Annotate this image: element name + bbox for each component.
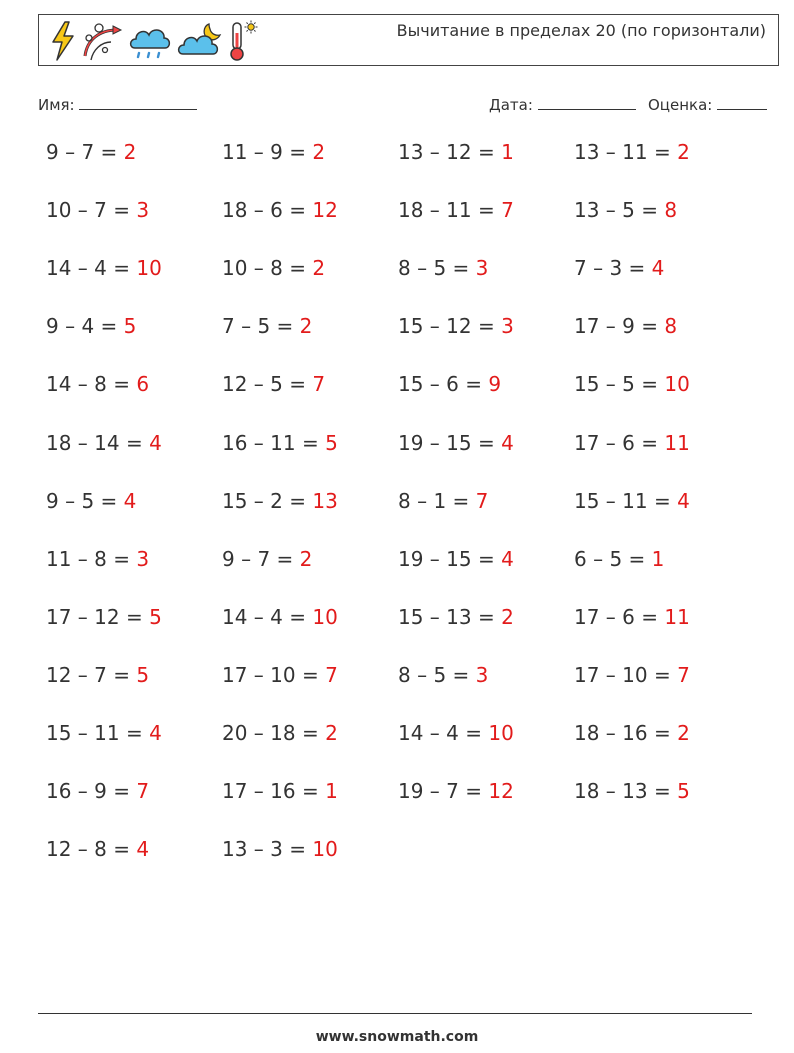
problem-answer: 4: [651, 256, 665, 281]
problem-item: [46, 779, 149, 803]
problem-expression: 17 – 6 =: [574, 430, 665, 455]
problem-item: [46, 663, 149, 687]
problem-item: [46, 605, 162, 629]
problem-expression: 14 – 4 =: [46, 256, 137, 281]
problem-answer: 10: [664, 372, 690, 397]
problem-answer: 10: [488, 721, 514, 745]
problem-answer: 2: [325, 721, 338, 745]
problem-item: [222, 431, 338, 455]
problem-expression: 15 – 6 =: [398, 372, 489, 397]
problem-answer: 3: [501, 314, 514, 339]
problem-answer: 11: [664, 604, 690, 629]
date-line[interactable]: [538, 95, 636, 110]
problem-answer: 2: [312, 140, 326, 164]
problem-item: [574, 547, 664, 571]
problem-expression: 17 – 16 =: [222, 779, 326, 804]
problem-item: [222, 372, 325, 396]
problem-expression: 15 – 12 =: [398, 314, 502, 339]
rain-cloud-icon: [127, 20, 173, 62]
problem-expression: 10 – 7 =: [46, 198, 137, 223]
worksheet-header: [38, 14, 779, 66]
problem-expression: 11 – 8 =: [46, 546, 137, 571]
problem-item: [46, 431, 162, 455]
problem-expression: 15 – 11 =: [46, 721, 150, 745]
problem-answer: 13: [312, 488, 338, 513]
problem-expression: 15 – 13 =: [398, 604, 502, 629]
problem-item: [46, 489, 136, 513]
problem-expression: 6 – 5 =: [574, 546, 652, 571]
cloud-moon-icon: [175, 20, 223, 62]
name-field: [38, 95, 197, 114]
problem-answer: 2: [677, 140, 690, 164]
problem-expression: 15 – 5 =: [574, 372, 665, 397]
problem-expression: 14 – 4 =: [222, 604, 313, 629]
problem-answer: 5: [123, 314, 137, 339]
problem-item: [46, 140, 136, 164]
problem-answer: 4: [149, 721, 162, 745]
problem-expression: 17 – 12 =: [46, 604, 150, 629]
problem-answer: 9: [488, 372, 502, 397]
problem-expression: 13 – 11 =: [574, 140, 678, 164]
problem-expression: 8 – 1 =: [398, 488, 476, 513]
problem-answer: 3: [136, 198, 150, 223]
problem-expression: 17 – 10 =: [574, 662, 678, 687]
problem-answer: 12: [312, 198, 338, 223]
problem-item: [222, 314, 312, 338]
wind-icon: [81, 20, 125, 62]
problem-answer: 2: [299, 546, 313, 571]
problem-answer: 4: [501, 546, 514, 571]
problem-expression: 9 – 7 =: [46, 140, 124, 164]
problem-expression: 8 – 5 =: [398, 662, 476, 687]
footer-divider: [38, 1013, 752, 1014]
grade-label: Оценка:: [648, 96, 713, 114]
problem-item: [46, 198, 149, 222]
problem-item: [574, 721, 690, 745]
problem-item: [46, 256, 162, 280]
problem-item: [46, 837, 149, 861]
problem-expression: 13 – 5 =: [574, 198, 665, 223]
problem-item: [222, 140, 325, 164]
problem-answer: 1: [501, 140, 514, 164]
problem-expression: 14 – 8 =: [46, 372, 137, 397]
problem-expression: 7 – 3 =: [574, 256, 652, 281]
problem-item: [574, 489, 690, 513]
grade-line[interactable]: [717, 95, 767, 110]
header-icons: [47, 19, 259, 63]
problem-item: [398, 779, 514, 803]
worksheet-title: Вычитание в пределах 20 (по горизонтали): [396, 21, 766, 40]
problem-expression: 18 – 14 =: [46, 430, 150, 455]
problem-answer: 10: [312, 604, 338, 629]
problem-expression: 19 – 7 =: [398, 779, 489, 804]
problem-expression: 19 – 15 =: [398, 546, 502, 571]
problem-answer: 7: [475, 488, 489, 513]
problem-item: [222, 547, 312, 571]
problem-expression: 11 – 9 =: [222, 140, 313, 164]
footer-url: www.snowmath.com: [315, 1029, 479, 1045]
problem-answer: 6: [136, 372, 150, 397]
problem-item: [398, 547, 514, 571]
problem-expression: 12 – 7 =: [46, 662, 137, 687]
problem-answer: 2: [299, 314, 313, 339]
problem-expression: 9 – 4 =: [46, 314, 124, 339]
problem-item: [574, 314, 677, 338]
date-field: [489, 95, 636, 114]
problem-expression: 17 – 6 =: [574, 604, 665, 629]
problem-item: [398, 721, 514, 745]
problem-answer: 3: [475, 662, 489, 687]
problem-answer: 1: [651, 546, 665, 571]
problem-item: [222, 779, 338, 803]
problem-answer: 8: [664, 198, 678, 223]
problem-item: [46, 314, 136, 338]
problem-item: [222, 198, 338, 222]
problem-answer: 10: [136, 256, 162, 281]
problem-item: [46, 547, 149, 571]
problem-item: [222, 663, 338, 687]
problem-item: [46, 372, 149, 396]
problem-expression: 19 – 15 =: [398, 430, 502, 455]
problem-expression: 8 – 5 =: [398, 256, 476, 281]
problem-expression: 15 – 2 =: [222, 488, 313, 513]
problem-answer: 7: [325, 662, 338, 687]
problem-answer: 5: [136, 662, 150, 687]
problem-item: [398, 605, 514, 629]
problem-item: [222, 721, 338, 745]
problem-expression: 7 – 5 =: [222, 314, 300, 339]
problem-item: [222, 489, 338, 513]
problem-expression: 10 – 8 =: [222, 256, 313, 281]
problem-answer: 8: [664, 314, 678, 339]
problem-item: [398, 431, 514, 455]
problem-expression: 15 – 11 =: [574, 488, 678, 513]
problem-expression: 12 – 8 =: [46, 837, 137, 862]
lightning-icon: [47, 20, 79, 62]
problem-item: [574, 256, 664, 280]
problem-expression: 14 – 4 =: [398, 721, 489, 745]
problem-item: [222, 605, 338, 629]
problem-item: [398, 314, 514, 338]
problem-answer: 4: [123, 488, 137, 513]
problem-expression: 13 – 3 =: [222, 837, 313, 862]
problem-answer: 11: [664, 430, 690, 455]
problem-item: [398, 198, 514, 222]
problem-answer: 5: [149, 604, 162, 629]
problem-answer: 12: [488, 779, 514, 804]
problem-item: [398, 372, 501, 396]
problem-item: [574, 605, 690, 629]
problem-expression: 18 – 11 =: [398, 198, 502, 223]
problem-expression: 9 – 5 =: [46, 488, 124, 513]
problem-answer: 2: [501, 604, 514, 629]
problem-item: [222, 256, 325, 280]
name-line[interactable]: [79, 95, 197, 110]
problem-expression: 13 – 12 =: [398, 140, 502, 164]
problem-expression: 18 – 13 =: [574, 779, 678, 804]
problem-item: [46, 721, 162, 745]
problem-expression: 17 – 9 =: [574, 314, 665, 339]
problem-expression: 20 – 18 =: [222, 721, 326, 745]
grade-field: [648, 95, 767, 114]
problem-item: [398, 489, 488, 513]
problem-answer: 7: [677, 662, 690, 687]
thermometer-icon: [225, 19, 259, 63]
problem-answer: 2: [123, 140, 137, 164]
problem-answer: 2: [677, 721, 690, 745]
problem-item: [574, 198, 677, 222]
problem-item: [398, 140, 514, 164]
problem-answer: 7: [312, 372, 326, 397]
problem-answer: 10: [312, 837, 338, 862]
problem-expression: 17 – 10 =: [222, 662, 326, 687]
problem-expression: 18 – 16 =: [574, 721, 678, 745]
problem-item: [574, 779, 690, 803]
problem-item: [222, 837, 338, 861]
problem-item: [574, 431, 690, 455]
problem-expression: 16 – 11 =: [222, 430, 326, 455]
problem-expression: 16 – 9 =: [46, 779, 137, 804]
problem-item: [574, 140, 690, 164]
date-label: Дата:: [489, 96, 533, 114]
name-label: Имя:: [38, 96, 75, 114]
problem-answer: 4: [501, 430, 514, 455]
problem-answer: 4: [677, 488, 690, 513]
problem-item: [398, 256, 488, 280]
problem-expression: 18 – 6 =: [222, 198, 313, 223]
problem-answer: 5: [325, 430, 338, 455]
problem-answer: 5: [677, 779, 690, 804]
problem-answer: 2: [312, 256, 326, 281]
problem-item: [574, 663, 690, 687]
problem-answer: 1: [325, 779, 338, 804]
problem-expression: 9 – 7 =: [222, 546, 300, 571]
problem-answer: 7: [501, 198, 514, 223]
problem-answer: 4: [149, 430, 162, 455]
problem-expression: 12 – 5 =: [222, 372, 313, 397]
problem-item: [398, 663, 488, 687]
problem-answer: 7: [136, 779, 150, 804]
problem-answer: 4: [136, 837, 150, 862]
problem-item: [574, 372, 690, 396]
problem-answer: 3: [475, 256, 489, 281]
problem-answer: 3: [136, 546, 150, 571]
